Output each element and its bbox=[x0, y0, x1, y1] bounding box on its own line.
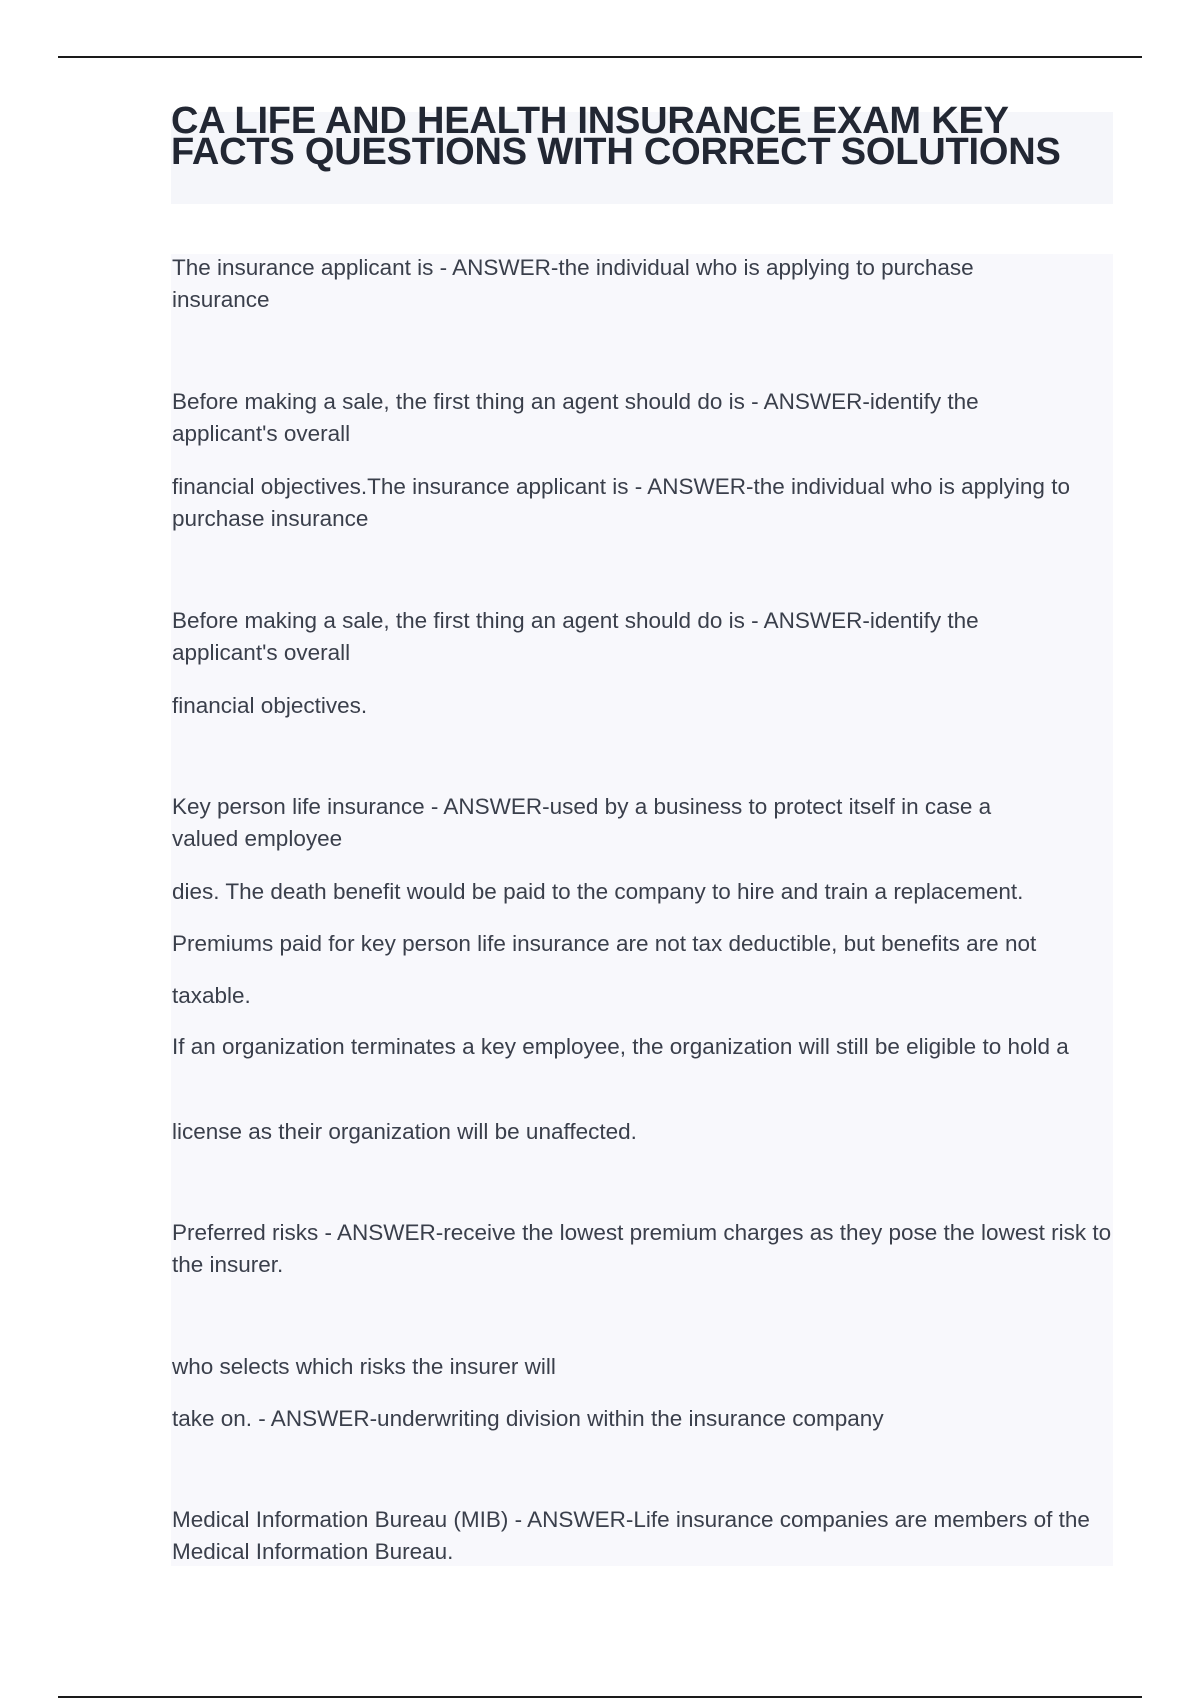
text-line: Medical Information Bureau (MIB) - ANSWER-Life insurance companies are members of the Medical Information Bureau. bbox=[172, 1507, 1090, 1564]
text-line: who selects which risks the insurer will bbox=[172, 1354, 556, 1379]
text-line: financial objectives. bbox=[172, 693, 368, 718]
text-line: financial objectives.The insurance applicant is - ANSWER-the individual who is applying to purchase insurance bbox=[172, 474, 1070, 531]
text-line: taxable. bbox=[172, 983, 251, 1008]
text-line: Key person life insurance - ANSWER-used by a business to protect itself in case a valued employee bbox=[172, 794, 992, 851]
text-line: Before making a sale, the first thing an agent should do is - ANSWER-identify the applicant's overall bbox=[172, 608, 979, 665]
top-rule bbox=[58, 56, 1142, 58]
text-line: If an organization terminates a key employee, the organization will still be eligible to hold a bbox=[172, 1034, 1069, 1059]
text-line: take on. - ANSWER-underwriting division within the insurance company bbox=[172, 1406, 884, 1431]
title-block bbox=[171, 100, 1113, 204]
text-line: dies. The death benefit would be paid to the company to hire and train a replacement. bbox=[172, 879, 1024, 904]
text-line: Preferred risks - ANSWER-receive the lowest premium charges as they pose the lowest risk to the insurer. bbox=[172, 1220, 1112, 1277]
document-title: CA LIFE AND HEALTH INSURANCE EXAM KEY FACTS QUESTIONS WITH CORRECT SOLUTIONS bbox=[171, 100, 1061, 173]
text-line: Premiums paid for key person life insurance are not tax deductible, but benefits are not bbox=[172, 931, 1037, 956]
text-line: The insurance applicant is - ANSWER-the individual who is applying to purchase insurance bbox=[172, 255, 974, 312]
text-line: Before making a sale, the first thing an agent should do is - ANSWER-identify the applicant's overall bbox=[172, 389, 979, 446]
bottom-rule bbox=[58, 1696, 1142, 1698]
text-line: license as their organization will be unaffected. bbox=[172, 1119, 637, 1144]
